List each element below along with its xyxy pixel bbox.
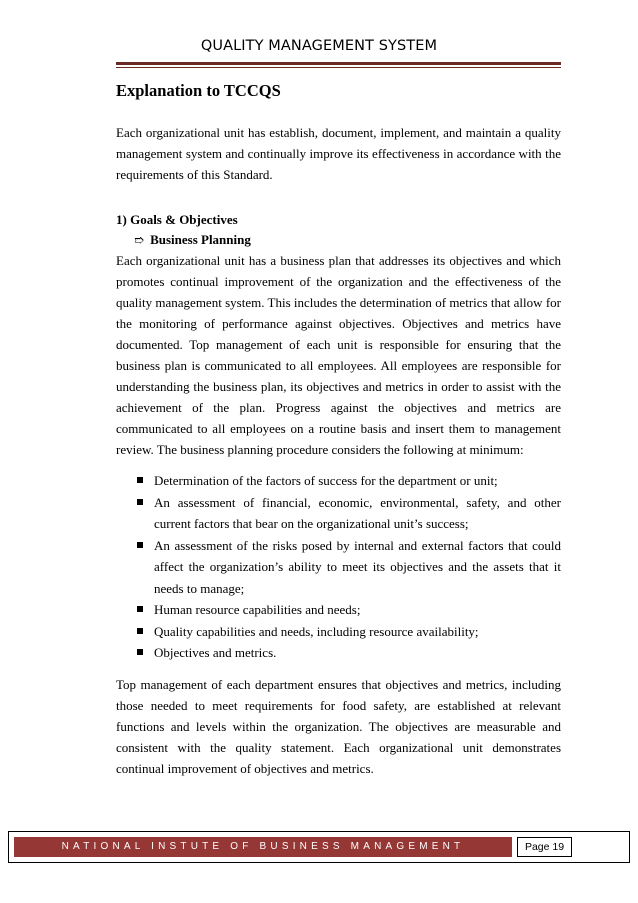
list-item: Human resource capabilities and needs;	[116, 599, 561, 621]
square-bullet-icon	[137, 542, 143, 548]
page-footer	[8, 831, 630, 863]
footer-institution: NATIONAL INSTUTE OF BUSINESS MANAGEMENT	[14, 837, 512, 857]
list-item: An assessment of financial, economic, environmental, safety, and other current factors that bear on the organizational unit’s success;	[116, 492, 561, 535]
square-bullet-icon	[137, 477, 143, 483]
goals-section	[116, 209, 561, 779]
business-planning-paragraph: Each organizational unit has a business plan that addresses its objectives and which promotes continual improvement of the organization and the effectiveness of the quality management system. This includes the determination of metrics that allow for the monitoring of performance against objectives. Objectives and metrics have documented. Top management of each unit is responsible for ensuring that the business plan is communicated to all employees. All employees are responsible for understanding the business plan, its objectives and metrics in order to assist with the achievement of the plan. Progress against the objectives and metrics are communicated to all employees on a routine basis and insert them to management review. The business planning procedure considers the following at minimum:	[116, 253, 561, 457]
square-bullet-icon	[137, 628, 143, 634]
arrow-bullet-icon: ➱	[134, 233, 145, 247]
square-bullet-icon	[137, 499, 143, 505]
considerations-list	[116, 470, 561, 664]
closing-paragraph: Top management of each department ensures that objectives and metrics, including those needed to meet requirements for food safety, are established at relevant functions and levels within the organization. The objectives are measurable and consistent with the quality statement. Each organizational unit demonstrates continual improvement of objectives and metrics.	[116, 676, 561, 776]
list-item: Objectives and metrics.	[116, 642, 561, 664]
header-rule	[116, 62, 561, 65]
page-number: Page 19	[517, 837, 572, 857]
square-bullet-icon	[137, 606, 143, 612]
goals-heading: 1) Goals & Objectives	[116, 212, 238, 227]
header-rule-thin	[116, 67, 561, 68]
list-item: An assessment of the risks posed by internal and external factors that could affect the organization’s ability to meet its objectives and the assets that it needs to manage;	[116, 535, 561, 600]
business-planning-label: Business Planning	[150, 232, 251, 247]
square-bullet-icon	[137, 649, 143, 655]
intro-paragraph: Each organizational unit has establish, document, implement, and maintain a quality management system and continually improve its effectiveness in accordance with the requirements of this Standard.	[116, 125, 561, 182]
business-planning-heading	[116, 230, 561, 250]
page-body	[116, 80, 561, 779]
running-header: QUALITY MANAGEMENT SYSTEM	[200, 38, 438, 54]
list-item: Quality capabilities and needs, including resource availability;	[116, 621, 561, 643]
list-item: Determination of the factors of success for the department or unit;	[116, 470, 561, 492]
section-title: Explanation to TCCQS	[116, 81, 281, 100]
